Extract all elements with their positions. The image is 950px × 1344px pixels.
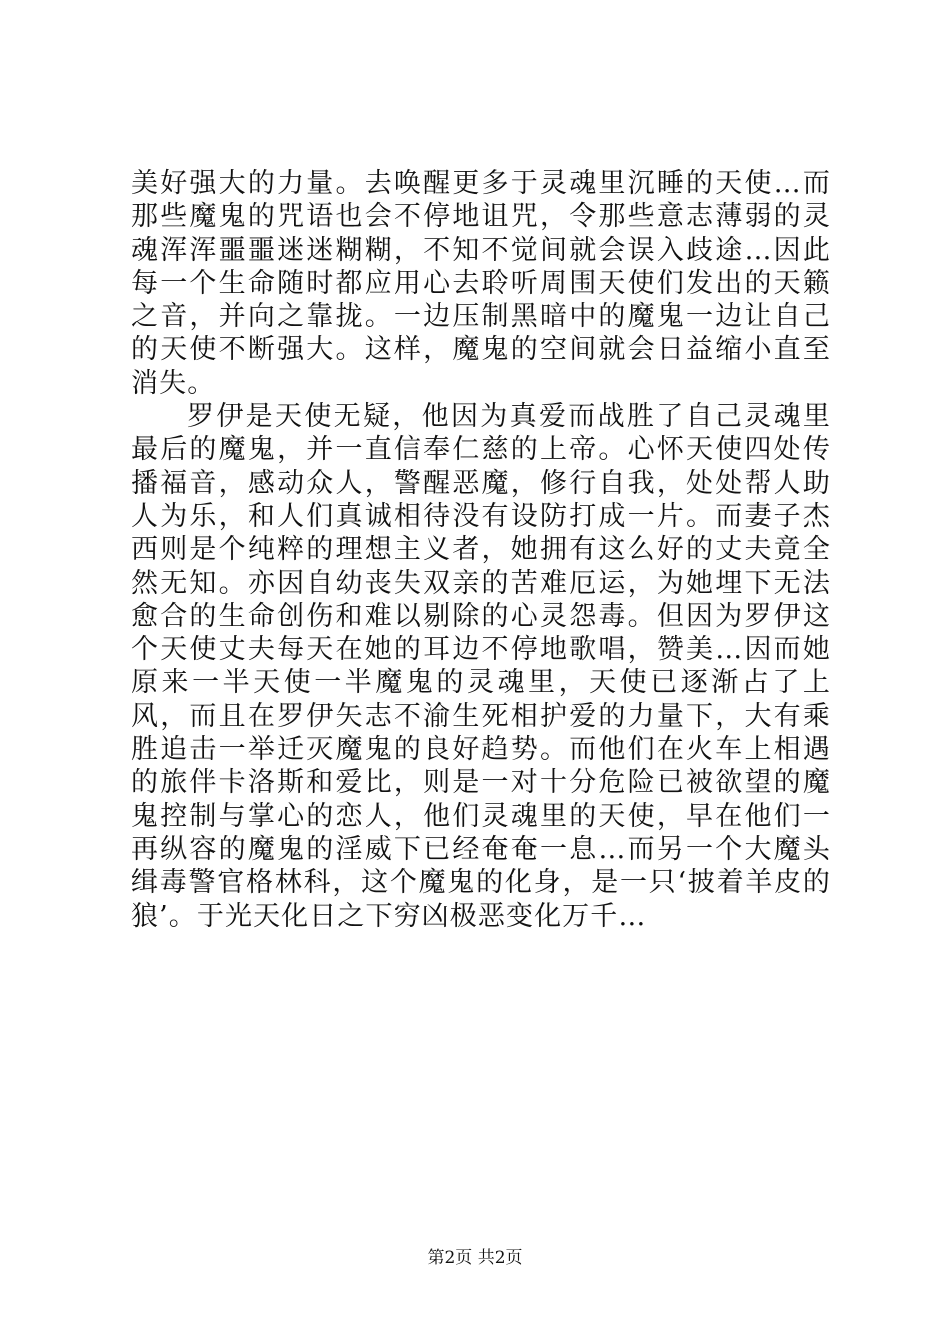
page-number-footer: 第2页 共2页 bbox=[427, 1248, 523, 1268]
document-body bbox=[131, 167, 831, 933]
paragraph-continuation: 美好强大的力量。去唤醒更多于灵魂里沉睡的天使…而那些魔鬼的咒语也会不停地诅咒，令那些意志薄弱的灵魂浑浑噩噩迷迷糊糊，不知不觉间就会误入歧途…因此每一个生命随时都应用心去聆听周围天使们发出的天籁之音，并向之靠拢。一边压制黑暗中的魔鬼一边让自己的天使不断强大。这样，魔鬼的空间就会日益缩小直至消失。 bbox=[131, 168, 831, 399]
paragraph-roy: 罗伊是天使无疑，他因为真爱而战胜了自己灵魂里最后的魔鬼，并一直信奉仁慈的上帝。心怀天使四处传播福音，感动众人，警醒恶魔，修行自我，处处帮人助人为乐，和人们真诚相待没有设防打成一片。而妻子杰西则是个纯粹的理想主义者，她拥有这么好的丈夫竟全然无知。亦因自幼丧失双亲的苦难厄运，为她埋下无法愈合的生命创伤和难以剔除的心灵怨毒。但因为罗伊这个天使丈夫每天在她的耳边不停地歌唱，赞美…因而她原来一半天使一半魔鬼的灵魂里，天使已逐渐占了上风，而且在罗伊矢志不渝生死相护爱的力量下，大有乘胜追击一举迁灭魔鬼的良好趋势。而他们在火车上相遇的旅伴卡洛斯和爱比，则是一对十分危险已被欲望的魔鬼控制与掌心的恋人，他们灵魂里的天使，早在他们一再纵容的魔鬼的淫威下已经奄奄一息…而另一个大魔头缉毒警官格林科，这个魔鬼的化身，是一只‘披着羊皮的狼’。于光天化日之下穷凶极恶变化万千… bbox=[131, 401, 831, 932]
